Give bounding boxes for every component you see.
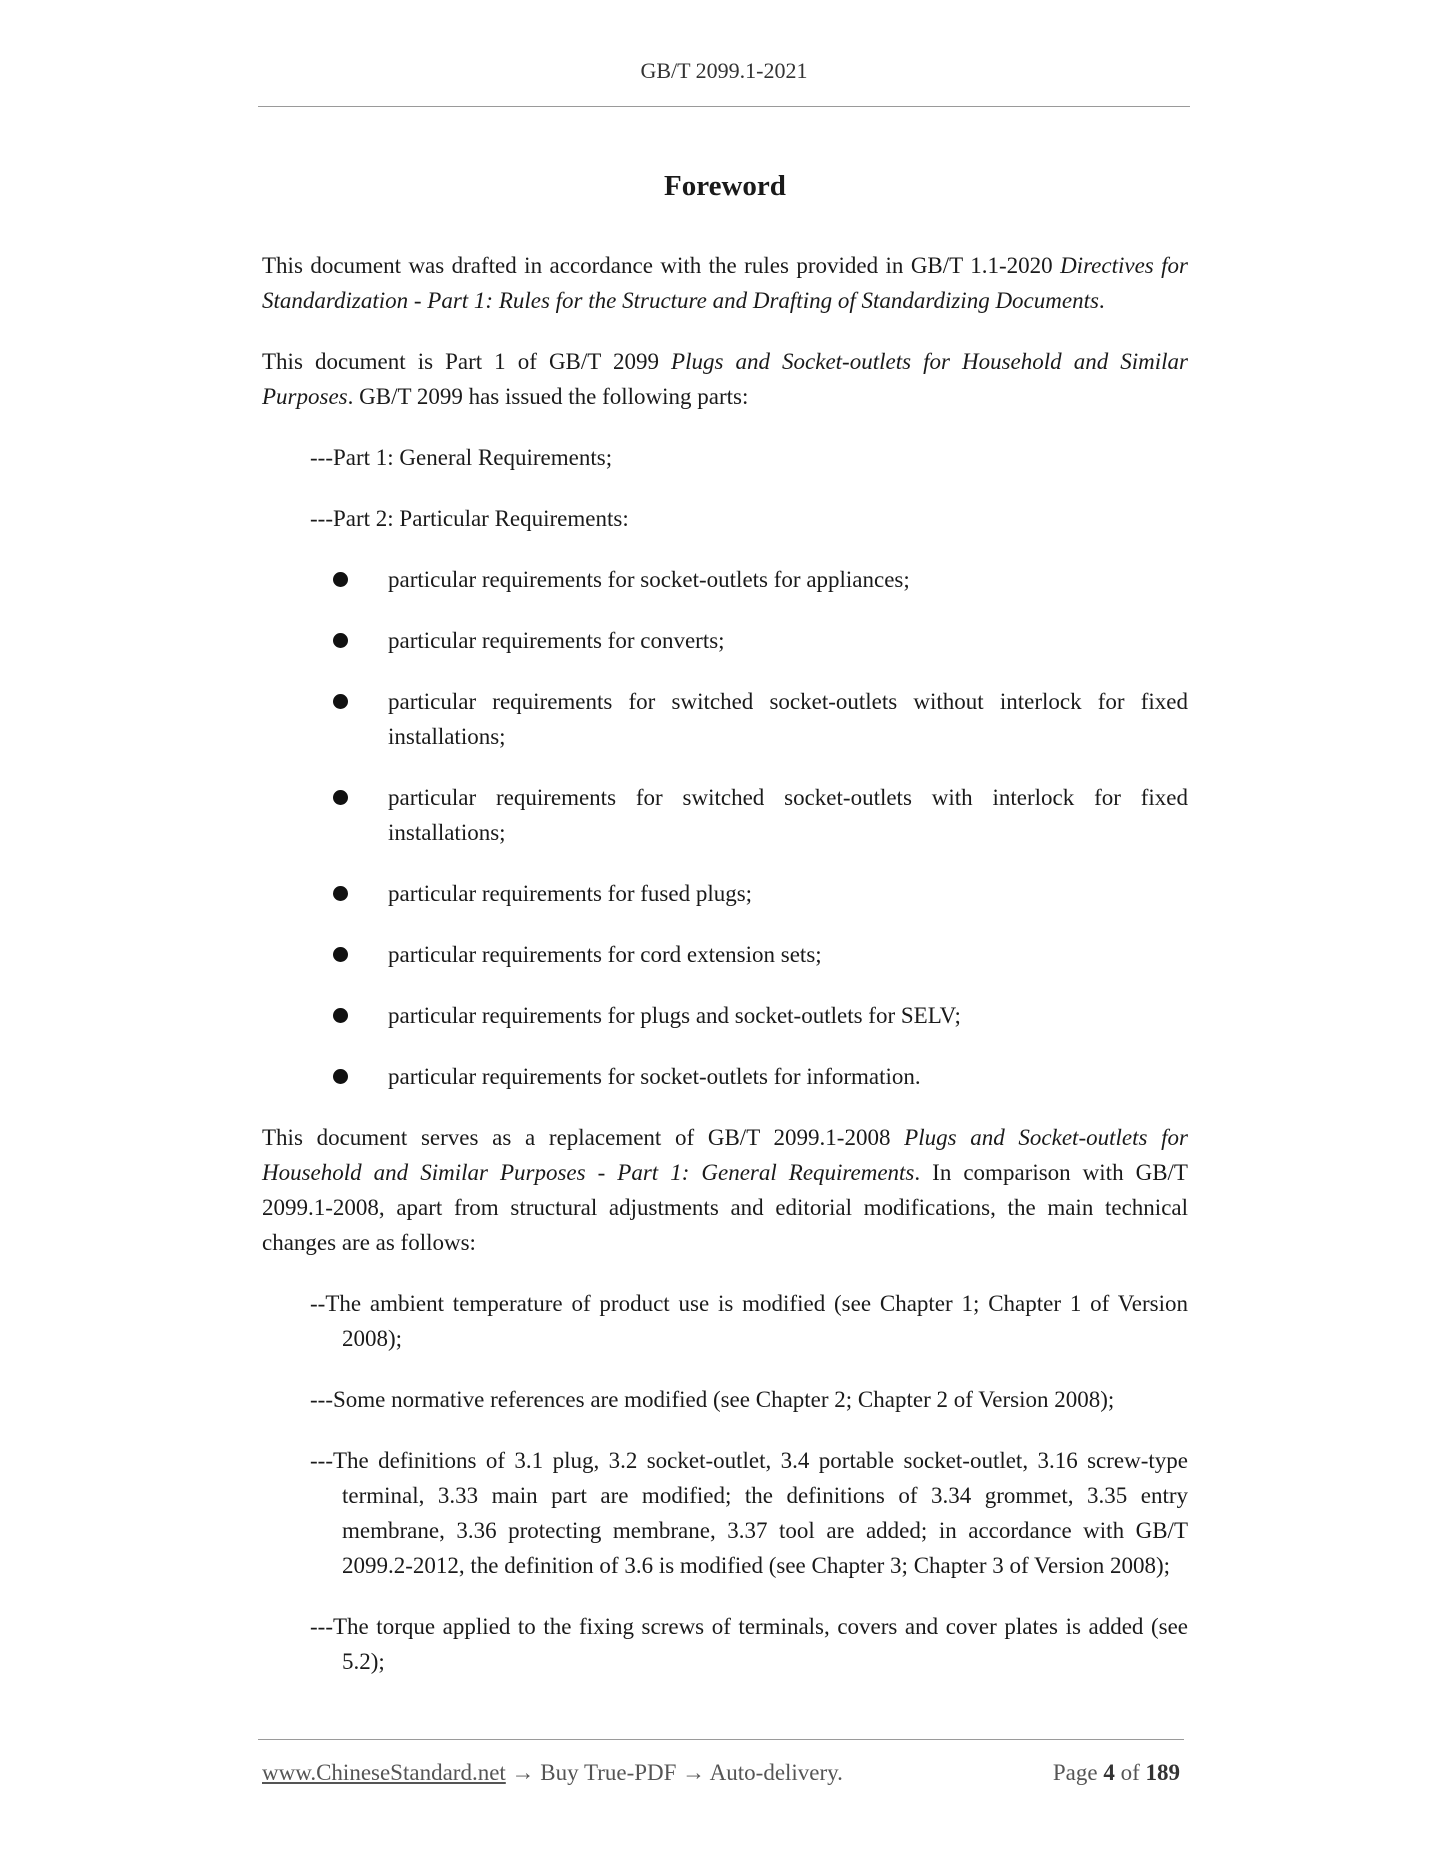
bullet-item: [388, 623, 1188, 658]
page-title: Foreword: [664, 170, 786, 202]
bullet-dot-icon: [333, 633, 348, 648]
bullet-dot-icon: [333, 790, 348, 805]
page-header: GB/T 2099.1-2021: [640, 58, 808, 83]
page-number: [1053, 1760, 1180, 1786]
italic-title: Plugs and Socket-outlets for Household and Similar Purposes - Part 1: General Requirements: [262, 1125, 1188, 1185]
footer-divider: [258, 1739, 1184, 1740]
change-item: ---The definitions of 3.1 plug, 3.2 socket-outlet, 3.4 portable socket-outlet, 3.16 screw-type terminal, 3.33 main part are modified; the definitions of 3.34 grommet, 3.35 entry membrane, 3.36 protecting membrane, 3.37 tool are added; in accordance with GB/T 2099.2-2012, the definition of 3.6 is modified (see Chapter 3; Chapter 3 of Version 2008);: [310, 1448, 1188, 1578]
text: .: [1098, 288, 1105, 313]
italic-title: Directives for Standardization - Part 1: Rules for the Structure and Drafting of Standardizing Documents: [262, 253, 1188, 313]
header-divider: [258, 106, 1190, 107]
bullet-item: [388, 780, 1188, 850]
bullet-item: [388, 998, 1188, 1033]
document-body: [262, 160, 1188, 1705]
bullet-item: [388, 876, 1188, 911]
bullet-text: particular requirements for socket-outlets for appliances;: [388, 567, 910, 592]
text: . GB/T 2099 has issued the following parts:: [347, 384, 749, 409]
bullet-text: particular requirements for cord extension sets;: [388, 942, 822, 967]
part-item: ---Part 1: General Requirements;: [310, 445, 613, 470]
text: This document was drafted in accordance with the rules provided in GB/T 1.1-2020: [262, 253, 1061, 278]
page-footer: [262, 1760, 1180, 1786]
footer-promo: [262, 1760, 843, 1785]
text: This document serves as a replacement of GB/T 2099.1-2008: [262, 1125, 905, 1150]
bullet-text: particular requirements for switched socket-outlets without interlock for fixed installations;: [388, 689, 1188, 749]
paragraph-part-info: [262, 344, 1188, 414]
bullet-dot-icon: [333, 886, 348, 901]
change-item: ---The torque applied to the fixing screws of terminals, covers and cover plates is added (see 5.2);: [310, 1614, 1188, 1674]
bullet-dot-icon: [333, 1008, 348, 1023]
bullet-dot-icon: [333, 572, 348, 587]
bullet-dot-icon: [333, 1069, 348, 1084]
total-pages: 189: [1145, 1760, 1180, 1785]
change-item: ---Some normative references are modified (see Chapter 2; Chapter 2 of Version 2008);: [310, 1387, 1115, 1412]
page-word: Page: [1052, 1760, 1098, 1785]
text: This document is Part 1 of GB/T 2099: [262, 349, 672, 374]
bullet-dot-icon: [333, 947, 348, 962]
bullet-item: [388, 684, 1188, 754]
bullet-item: [388, 937, 1188, 972]
bullet-text: particular requirements for socket-outlets for information.: [388, 1064, 921, 1089]
site-link[interactable]: www.ChineseStandard.net: [262, 1760, 506, 1785]
current-page: 4: [1103, 1760, 1115, 1785]
bullet-text: particular requirements for plugs and socket-outlets for SELV;: [388, 1003, 961, 1028]
paragraph-drafting-rules: [262, 248, 1188, 318]
bullet-item: [388, 562, 1188, 597]
paragraph-replacement: [262, 1120, 1188, 1260]
bullet-text: particular requirements for fused plugs;: [388, 881, 753, 906]
change-item: --The ambient temperature of product use is modified (see Chapter 1; Chapter 1 of Version 2008);: [310, 1291, 1188, 1351]
bullet-text: particular requirements for switched socket-outlets with interlock for fixed installations;: [388, 785, 1188, 845]
bullet-dot-icon: [333, 694, 348, 709]
promo-text: → Buy True-PDF → Auto-delivery.: [505, 1760, 843, 1785]
italic-title: Plugs and Socket-outlets for Household and Similar Purposes: [262, 349, 1188, 409]
bullet-text: particular requirements for converts;: [388, 628, 725, 653]
bullet-item: [388, 1059, 1188, 1094]
part-item: ---Part 2: Particular Requirements:: [310, 506, 629, 531]
text: . In comparison with GB/T 2099.1-2008, apart from structural adjustments and editorial modifications, the main technical changes are as follows:: [262, 1160, 1188, 1255]
of-word: of: [1120, 1760, 1140, 1785]
